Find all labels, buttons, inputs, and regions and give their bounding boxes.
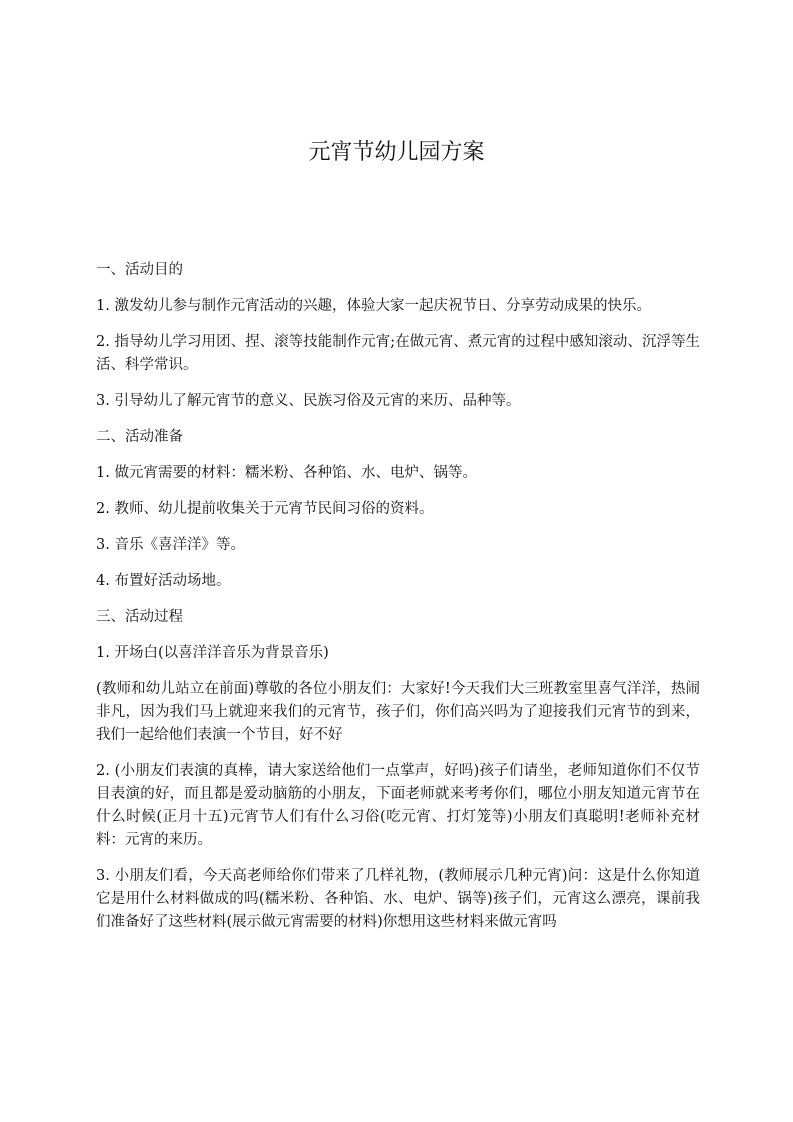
paragraph: 3. 音乐《喜洋洋》等。 bbox=[96, 537, 245, 553]
paragraph: 3. 引导幼儿了解元宵节的意义、民族习俗及元宵的来历、品种等。 bbox=[96, 393, 521, 409]
paragraph: 3. 小朋友们看，今天高老师给你们带来了几样礼物，(教师展示几种元宵)问：这是什么你知道它是用什么材料做成的吗(糯米粉、各种馅、水、电炉、锅等)孩子们，元宵这么漂亮，课前我们准备好了这些材料(展示做元宵需要的材料)你想用这些材料来做元宵吗 bbox=[96, 868, 700, 930]
paragraph: 4. 布置好活动场地。 bbox=[96, 573, 231, 589]
paragraph: 2. 指导幼儿学习用团、捏、滚等技能制作元宵;在做元宵、煮元宵的过程中感知滚动、沉浮等生活、科学常识。 bbox=[96, 334, 700, 373]
paragraph: (教师和幼儿站立在前面)尊敬的各位小朋友们：大家好!今天我们大三班教室里喜气洋洋，热闹非凡，因为我们马上就迎来我们的元宵节，孩子们，你们高兴吗为了迎接我们元宵节的到来，我们一起给他们表演一个节目，好不好 bbox=[96, 681, 700, 743]
document-body bbox=[96, 259, 700, 947]
section-heading-purpose: 一、活动目的 bbox=[96, 262, 183, 278]
paragraph: 1. 激发幼儿参与制作元宵活动的兴趣，体验大家一起庆祝节日、分享劳动成果的快乐。 bbox=[96, 298, 651, 314]
paragraph: 2. 教师、幼儿提前收集关于元宵节民间习俗的资料。 bbox=[96, 501, 434, 517]
page-title: 元宵节幼儿园方案 bbox=[308, 140, 485, 165]
paragraph: 1. 开场白(以喜洋洋音乐为背景音乐) bbox=[96, 645, 329, 661]
paragraph: 1. 做元宵需要的材料：糯米粉、各种馅、水、电炉、锅等。 bbox=[96, 465, 477, 481]
section-heading-preparation: 二、活动准备 bbox=[96, 429, 183, 445]
section-heading-process: 三、活动过程 bbox=[96, 609, 183, 625]
paragraph: 2. (小朋友们表演的真棒，请大家送给他们一点掌声，好吗)孩子们请坐，老师知道你们不仅节目表演的好，而且都是爱动脑筋的小朋友，下面老师就来考考你们，哪位小朋友知道元宵节在什么时候(正月十五)元宵节人们有什么习俗(吃元宵、打灯笼等)小朋友们真聪明!老师补充材料：元宵的来历。 bbox=[96, 763, 700, 848]
